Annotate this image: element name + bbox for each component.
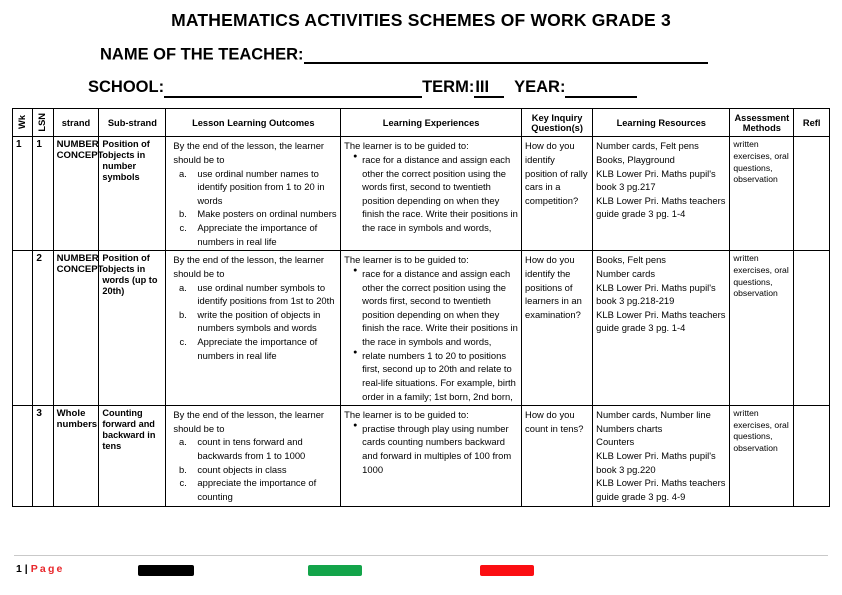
- footer-bar-red: [480, 565, 534, 576]
- page-number-value: 1 |: [16, 563, 28, 575]
- column-header-lsn: [33, 109, 53, 137]
- cell-sub-strand: Position of objects in number symbols: [99, 137, 166, 251]
- experiences-stem: The learner is to be guided to:: [344, 254, 469, 266]
- school-field-label: SCHOOL:: [88, 78, 165, 97]
- cell-lesson-learning-outcomes: [166, 137, 341, 251]
- cell-strand: Whole numbers: [53, 406, 99, 506]
- experiences-list: [344, 153, 518, 235]
- resource-line: Numbers charts: [596, 422, 663, 434]
- resource-line: Books, Playground: [596, 153, 675, 165]
- column-header-assessment-methods: Assessment Methods: [730, 109, 794, 137]
- list-item: c. appreciate the importance of counting: [189, 476, 337, 503]
- resource-line: KLB Lower Pri. Maths teachers guide grade 3 pg. 4-9: [596, 477, 726, 502]
- list-item: c. Appreciate the importance of numbers in real life: [189, 335, 337, 362]
- table-row: [13, 251, 830, 406]
- cell-strand: NUMBER CONCEPT: [53, 251, 99, 406]
- list-item: a. use ordinal number names to identify position from 1 to 20 in words: [189, 167, 337, 208]
- resource-line: KLB Lower Pri. Maths pupil's book 3 pg.218-219: [596, 281, 716, 307]
- cell-refl[interactable]: [794, 137, 830, 251]
- cell-sub-strand: Position of objects in words (up to 20th): [99, 251, 166, 406]
- column-header-lsn-label: LSN: [37, 112, 48, 132]
- term-field-value[interactable]: III: [475, 78, 490, 97]
- cell-refl[interactable]: [794, 251, 830, 406]
- page-number: [16, 563, 65, 575]
- column-header-sub-strand: Sub-strand: [99, 109, 166, 137]
- resource-line: Number cards: [596, 267, 656, 279]
- outcomes-list: [169, 167, 337, 249]
- cell-key-inquiry-question: How do you count in tens?: [522, 406, 593, 506]
- cell-learning-experiences: [341, 251, 522, 406]
- experiences-list: [344, 422, 518, 477]
- school-term-year-row: [0, 64, 842, 98]
- list-item: a. count in tens forward and backwards from 1 to 1000: [189, 435, 337, 462]
- outcomes-stem: By the end of the lesson, the learner should be to: [173, 140, 325, 165]
- column-header-refl: Refl: [794, 109, 830, 137]
- cell-lesson-learning-outcomes: [166, 251, 341, 406]
- cell-assessment-methods: written exercises, oral questions, observation: [730, 137, 794, 251]
- cell-strand: NUMBER CONCEPT: [53, 137, 99, 251]
- year-field-label: YEAR:: [514, 78, 566, 97]
- page-footer: [0, 555, 842, 589]
- footer-bar-green: [308, 565, 362, 576]
- cell-key-inquiry-question: How do you identify the positions of learners in an examination?: [522, 251, 593, 406]
- cell-assessment-methods: written exercises, oral questions, observation: [730, 406, 794, 506]
- teacher-field-input[interactable]: [304, 45, 708, 64]
- list-item: ● relate numbers 1 to 20 to positions first, second up to 20th and relate to real-life situations. For example, birth order in a family; 1st born, 2nd born,: [353, 349, 518, 404]
- cell-learning-resources: [593, 251, 730, 406]
- school-field-input[interactable]: [164, 79, 422, 98]
- list-item: b. Make posters on ordinal numbers: [189, 207, 337, 221]
- resource-line: Number cards, Felt pens: [596, 140, 699, 152]
- teacher-field-label: NAME OF THE TEACHER:: [100, 45, 304, 64]
- column-header-lesson-learning-outcomes: Lesson Learning Outcomes: [166, 109, 341, 137]
- list-item: ● race for a distance and assign each other the correct position using the words first, second to twentieth position depending on when they finish the race. Write their positions in the race in symbols and words,: [353, 153, 518, 235]
- cell-assessment-methods: written exercises, oral questions, observation: [730, 251, 794, 406]
- column-header-strand: strand: [53, 109, 99, 137]
- table-row: [13, 406, 830, 506]
- schemes-of-work-table: [12, 108, 830, 506]
- cell-week: [13, 251, 33, 406]
- cell-lesson-learning-outcomes: [166, 406, 341, 506]
- footer-bar-black: [138, 565, 194, 576]
- column-header-learning-experiences: Learning Experiences: [341, 109, 522, 137]
- table-header-row: [13, 109, 830, 137]
- cell-key-inquiry-question: How do you identify position of rally cars in a competition?: [522, 137, 593, 251]
- column-header-wk-label: Wk: [17, 114, 27, 129]
- resource-line: Counters: [596, 436, 635, 448]
- teacher-field-row: [0, 31, 842, 64]
- resource-line: KLB Lower Pri. Maths teachers guide grade 3 pg. 1-4: [596, 194, 726, 220]
- cell-learning-resources: [593, 406, 730, 506]
- resource-line: Books, Felt pens: [596, 254, 666, 266]
- list-item: ● practise through play using number cards counting numbers backward and forward in multiples of 100 from 1000: [353, 422, 518, 477]
- cell-refl[interactable]: [794, 406, 830, 506]
- experiences-stem: The learner is to be guided to:: [344, 409, 469, 421]
- experiences-list: [344, 267, 518, 403]
- term-field-trailing-rule: [490, 79, 504, 98]
- resource-line: Number cards, Number line: [596, 409, 711, 421]
- table-body: [13, 137, 830, 506]
- resource-line: KLB Lower Pri. Maths pupil's book 3 pg.217: [596, 167, 716, 193]
- cell-sub-strand: Counting forward and backward in tens: [99, 406, 166, 506]
- outcomes-list: [169, 435, 337, 503]
- cell-learning-resources: [593, 137, 730, 251]
- list-item: ● race for a distance and assign each other the correct position using the words first, second to twentieth position depending on when they finish the race. Write their positions in the race in symbols and words,: [353, 267, 518, 349]
- list-item: a. use ordinal number symbols to identify positions from 1st to 20th: [189, 281, 337, 308]
- footer-divider: [14, 555, 828, 556]
- resource-line: KLB Lower Pri. Maths teachers guide grade 3 pg. 1-4: [596, 308, 726, 334]
- resource-line: KLB Lower Pri. Maths pupil's book 3 pg.220: [596, 450, 716, 475]
- column-header-wk: [13, 109, 33, 137]
- page-number-word: Page: [30, 563, 65, 575]
- year-field-input[interactable]: [565, 79, 637, 98]
- list-item: b. count objects in class: [189, 463, 337, 477]
- cell-lesson: 2: [33, 251, 53, 406]
- outcomes-stem: By the end of the lesson, the learner should be to: [173, 409, 325, 434]
- cell-lesson: 1: [33, 137, 53, 251]
- outcomes-stem: By the end of the lesson, the learner should be to: [173, 254, 325, 279]
- table-row: [13, 137, 830, 251]
- cell-week: [13, 406, 33, 506]
- cell-week: 1: [13, 137, 33, 251]
- list-item: b. write the position of objects in numbers symbols and words: [189, 308, 337, 335]
- page-title: MATHEMATICS ACTIVITIES SCHEMES OF WORK GRADE 3: [171, 10, 671, 30]
- column-header-key-inquiry-questions: Key Inquiry Question(s): [522, 109, 593, 137]
- outcomes-list: [169, 281, 337, 363]
- cell-lesson: 3: [33, 406, 53, 506]
- list-item: c. Appreciate the importance of numbers in real life: [189, 221, 337, 248]
- cell-learning-experiences: [341, 406, 522, 506]
- column-header-learning-resources: Learning Resources: [593, 109, 730, 137]
- term-field-label: TERM:: [422, 78, 475, 97]
- cell-learning-experiences: [341, 137, 522, 251]
- experiences-stem: The learner is to be guided to:: [344, 140, 469, 152]
